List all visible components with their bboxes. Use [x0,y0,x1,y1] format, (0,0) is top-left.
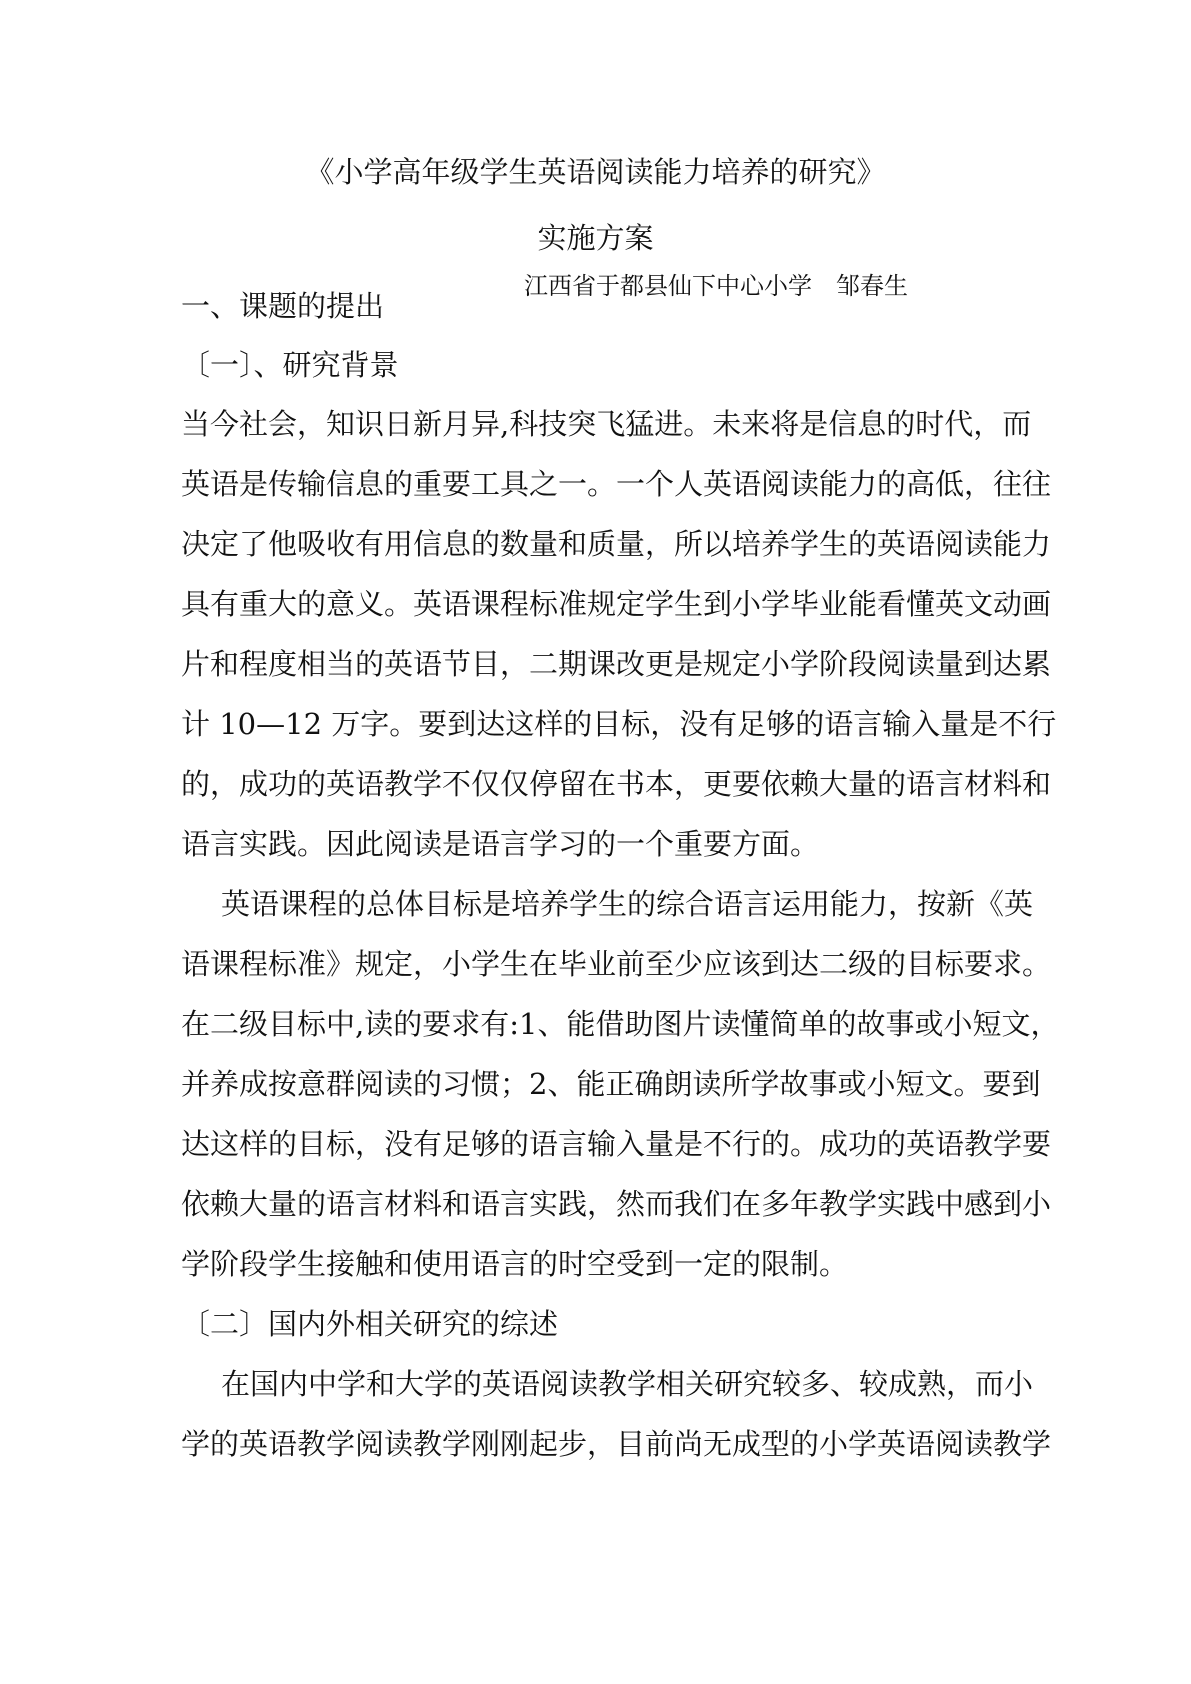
paragraph-line: 依赖大量的语言材料和语言实践，然而我们在多年教学实践中感到小 [181,1187,1052,1221]
paragraph-line: 学的英语教学阅读教学刚刚起步，目前尚无成型的小学英语阅读教学 [181,1427,1052,1461]
document-author: 江西省于都县仙下中心小学 邹春生 [524,272,908,300]
paragraph-line: 语言实践。因此阅读是语言学习的一个重要方面。 [181,827,820,861]
paragraph-line: 当今社会，知识日新月异,科技突飞猛进。未来将是信息的时代，而 [181,407,1032,441]
paragraph-line: 学阶段学生接触和使用语言的时空受到一定的限制。 [181,1247,849,1281]
paragraph-line: 英语课程的总体目标是培养学生的综合语言运用能力，按新《英 [221,887,1034,921]
subsection-heading-2: 〔二〕国内外相关研究的综述 [181,1307,559,1341]
paragraph-line: 在国内中学和大学的英语阅读教学相关研究较多、较成熟，而小 [221,1367,1034,1401]
subsection-heading-1: 〔一〕、研究背景 [181,348,399,382]
paragraph-line: 决定了他吸收有用信息的数量和质量，所以培养学生的英语阅读能力 [181,527,1052,561]
paragraph-line: 计 10—12 万字。要到达这样的目标，没有足够的语言输入量是不行 [181,707,1057,741]
paragraph-line: 的，成功的英语教学不仅仅停留在书本，更要依赖大量的语言材料和 [181,767,1052,801]
paragraph-line: 达这样的目标，没有足够的语言输入量是不行的。成功的英语教学要 [181,1127,1052,1161]
paragraph-line: 片和程度相当的英语节目，二期课改更是规定小学阶段阅读量到达累 [181,647,1052,681]
document-title: 《小学高年级学生英语阅读能力培养的研究》 [305,155,886,189]
paragraph-line: 具有重大的意义。英语课程标准规定学生到小学毕业能看懂英文动画 [181,587,1052,621]
paragraph-line: 语课程标准》规定，小学生在毕业前至少应该到达二级的目标要求。 [181,947,1052,981]
section-heading-1: 一、课题的提出 [181,289,385,323]
document-subtitle: 实施方案 [537,221,654,255]
paragraph-line: 在二级目标中,读的要求有:1、能借助图片读懂简单的故事或小短文， [181,1007,1060,1041]
paragraph-line: 并养成按意群阅读的习惯；2、能正确朗读所学故事或小短文。要到 [181,1067,1041,1101]
paragraph-line: 英语是传输信息的重要工具之一。一个人英语阅读能力的高低，往往 [181,467,1052,501]
